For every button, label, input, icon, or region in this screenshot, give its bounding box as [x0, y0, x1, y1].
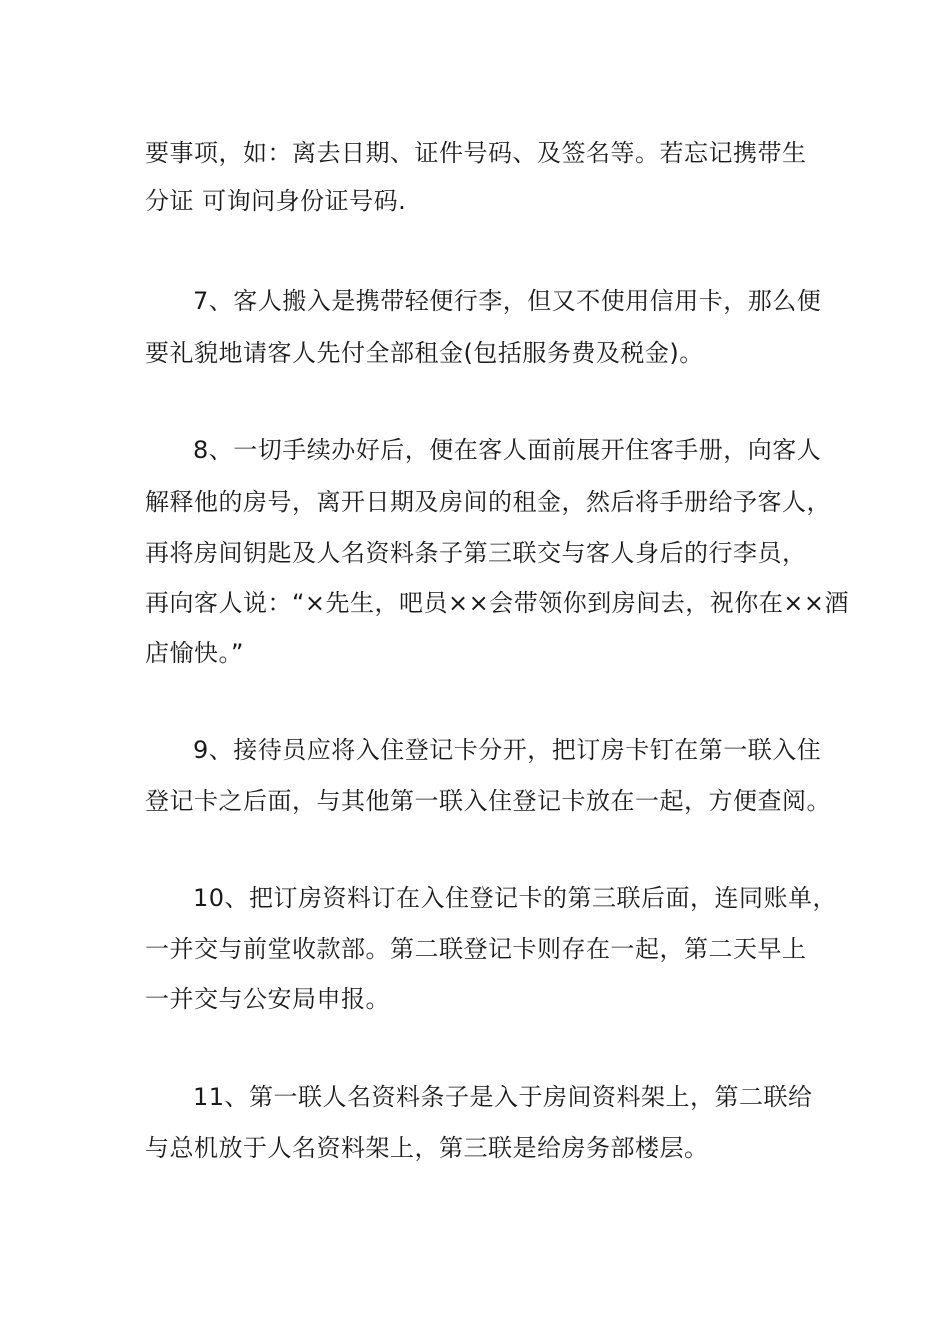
- paragraph-line: 11、第一联人名资料条子是入于房间资料架上，第二联给: [193, 1083, 813, 1111]
- paragraph-line: 要事项，如：离去日期、证件号码、及签名等。若忘记携带生: [145, 139, 807, 167]
- paragraph-line: 再将房间钥匙及人名资料条子第三联交与客人身后的行李员，: [145, 539, 807, 567]
- paragraph-line: 分证 可询问身份证号码.: [145, 187, 407, 215]
- paragraph-line: 解释他的房号，离开日期及房间的租金，然后将手册给予客人，: [145, 488, 831, 516]
- paragraph-line: 一并交与公安局申报。: [145, 985, 390, 1013]
- paragraph-line: 与总机放于人名资料架上，第三联是给房务部楼层。: [145, 1134, 709, 1162]
- paragraph-line: 8、一切手续办好后，便在客人面前展开住客手册，向客人: [193, 436, 822, 464]
- paragraph-line: 店愉快。”: [145, 639, 244, 667]
- paragraph-line: 9、接待员应将入住登记卡分开，把订房卡钉在第一联入住: [193, 736, 822, 764]
- paragraph-line: 7、客人搬入是携带轻便行李，但又不使用信用卡，那么便: [193, 287, 822, 315]
- paragraph-line: 一并交与前堂收款部。第二联登记卡则存在一起，第二天早上: [145, 935, 807, 963]
- paragraph-line: 10、把订房资料订在入住登记卡的第三联后面，连同账单，: [193, 884, 838, 912]
- paragraph-line: 要礼貌地请客人先付全部租金(包括服务费及税金)。: [145, 339, 704, 367]
- paragraph-line: 再向客人说：“×先生，吧员××会带领你到房间去，祝你在××酒: [145, 589, 849, 617]
- paragraph-line: 登记卡之后面，与其他第一联入住登记卡放在一起，方便查阅。: [145, 787, 831, 815]
